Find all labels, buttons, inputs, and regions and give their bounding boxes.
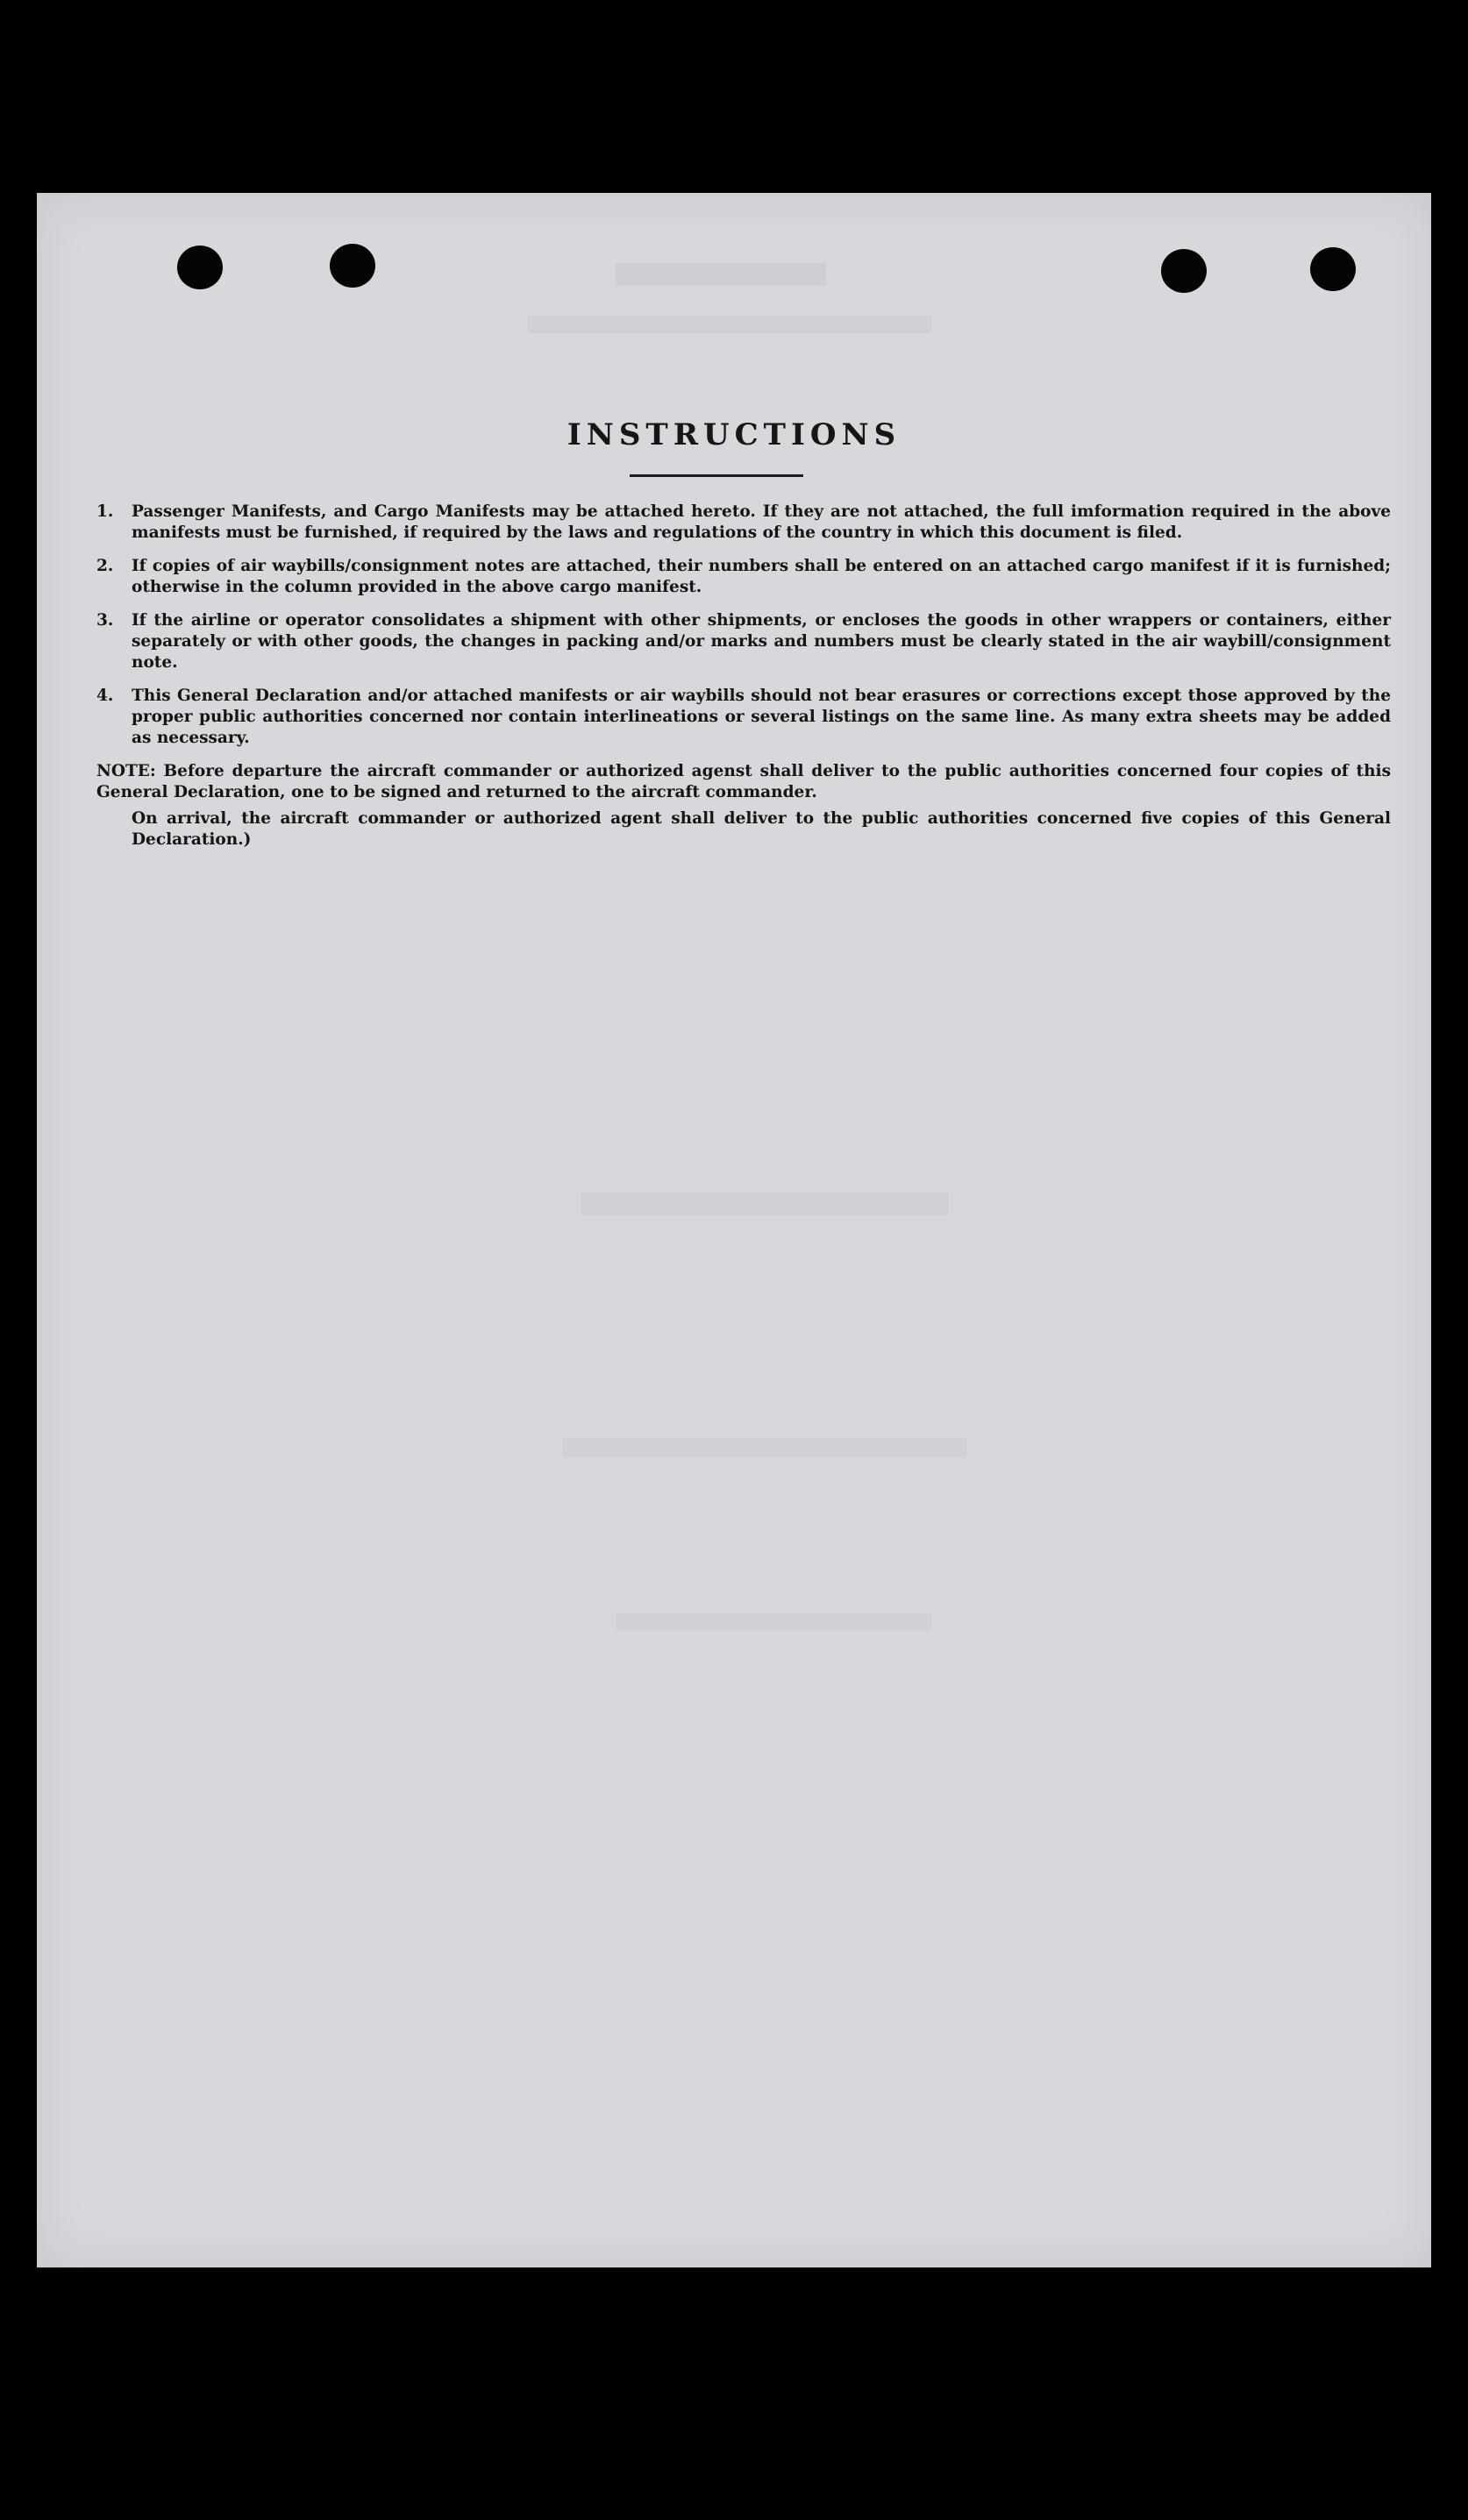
- note-block: [96, 761, 1391, 803]
- item-text: If the airline or operator consolidates a shipment with other shipments, or encloses the goods in other wrappers or containers, either separately or with other goods, the changes in packing and/or marks and numbers must be clearly stated in the air waybill/consignment note.: [132, 611, 1391, 672]
- item-number: 3.: [96, 611, 114, 630]
- bleed-through-shadow: [528, 316, 931, 333]
- instruction-item: [96, 686, 1391, 749]
- note-departure: Before departure the aircraft commander or authorized agenst shall deliver to the public authorities concerned four copies of this General Declaration, one to be signed and returned to the aircraft commander.: [96, 762, 1391, 801]
- note-label: NOTE:: [96, 762, 156, 780]
- punch-hole: [177, 246, 223, 289]
- bleed-through-shadow: [581, 1192, 949, 1215]
- item-text: If copies of air waybills/consignment notes are attached, their numbers shall be entered on an attached cargo manifest if it is furnished; otherwise in the column provided in the above cargo manifest.: [132, 557, 1391, 596]
- instruction-item: [96, 502, 1391, 544]
- item-text: Passenger Manifests, and Cargo Manifests may be attached hereto. If they are not attached, the full imformation required in the above manifests must be furnished, if required by the laws and regulations of the country in which this document is filed.: [132, 502, 1391, 542]
- title-underline: [630, 474, 803, 477]
- punch-hole: [1161, 249, 1207, 293]
- page-title: INSTRUCTIONS: [567, 417, 901, 452]
- instruction-item: [96, 556, 1391, 598]
- item-text: This General Declaration and/or attached manifests or air waybills should not bear erasures or corrections except those approved by the proper public authorities concerned nor contain interlineations or several listings on the same line. As many extra sheets may be added as necessary.: [132, 687, 1391, 747]
- punch-hole: [330, 244, 375, 288]
- bleed-through-shadow: [616, 263, 826, 286]
- instruction-item: [96, 610, 1391, 673]
- bleed-through-shadow: [616, 1613, 931, 1631]
- punch-hole: [1310, 247, 1356, 291]
- bleed-through-shadow: [563, 1438, 966, 1457]
- item-number: 1.: [96, 502, 114, 521]
- instructions-list: [96, 502, 1391, 851]
- document-page: [37, 193, 1431, 2267]
- note-arrival: On arrival, the aircraft commander or authorized agent shall deliver to the public authorities concerned five copies of this General Declaration.): [132, 809, 1391, 849]
- item-number: 2.: [96, 557, 114, 575]
- item-number: 4.: [96, 687, 114, 705]
